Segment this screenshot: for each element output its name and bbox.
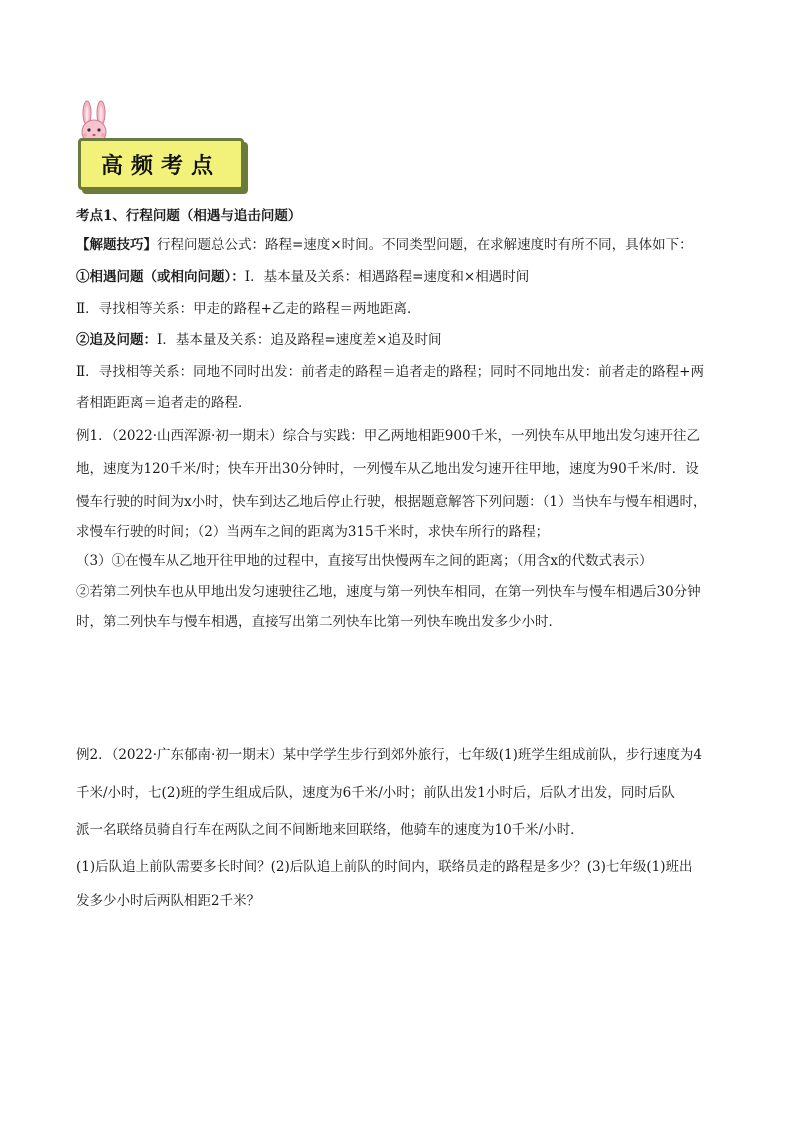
banner-box <box>78 138 244 190</box>
example1-line: 时，第二列快车与慢车相遇，直接写出第二列快车比第一列快车晚出发多少小时． <box>76 614 562 630</box>
tip-line <box>76 236 693 254</box>
chase-line-3: 者相距距离＝追者走的路程． <box>76 395 252 411</box>
section-banner <box>70 100 245 192</box>
tip-text: 行程问题总公式：路程=速度×时间。不同类型问题，在求解速度时有所不同，具体如下： <box>157 237 693 253</box>
chase-line <box>76 331 441 349</box>
example2-line: 发多少小时后两队相距2千米？ <box>76 893 261 909</box>
chase-line-2: Ⅱ．寻找相等关系：同地不同时出发：前者走的路程＝追者走的路程；同时不同地出发：前者走的路程+两 <box>76 364 704 380</box>
meet-text: Ⅰ．基本量及关系：相遇路程=速度和×相遇时间 <box>244 269 530 285</box>
example1-line: ②若第二列快车也从甲地出发匀速驶往乙地，速度与第一列快车相同，在第一列快车与慢车相遇后30分钟 <box>76 584 701 600</box>
section-heading: 考点1、行程问题（相遇与追击问题） <box>76 208 302 224</box>
example1-line: 慢车行驶的时间为x小时，快车到达乙地后停止行驶，根据题意解答下列问题：（1）当快车与慢车相遇时， <box>76 494 707 510</box>
banner-title: 高频考点 <box>100 153 221 179</box>
meet-line-2: Ⅱ．寻找相等关系：甲走的路程+乙走的路程＝两地距离． <box>76 301 421 317</box>
tip-label: 【解题技巧】 <box>76 237 157 253</box>
example2-line: 千米/小时，七(2)班的学生组成后队，速度为6千米/小时；前队出发1小时后，后队才出发，同时后队 <box>76 785 675 801</box>
example1-line: （3）①在慢车从乙地开往甲地的过程中，直接写出快慢两车之间的距离；（用含x的代数式表示） <box>76 553 653 569</box>
example1-line: 例1．（2022·山西浑源·初一期末）综合与实践：甲乙两地相距900千米，一列快车从甲地出发匀速开往乙 <box>76 428 701 444</box>
example2-line: 例2．（2022·广东郁南·初一期末）某中学学生步行到郊外旅行，七年级(1)班学生组成前队，步行速度为4 <box>76 747 702 763</box>
example2-line: 派一名联络员骑自行车在两队之间不间断地来回联络，他骑车的速度为10千米/小时． <box>76 822 584 838</box>
example2-line: (1)后队追上前队需要多长时间？(2)后队追上前队的时间内，联络员走的路程是多少？(3)七年级(1)班出 <box>76 859 693 875</box>
meet-label: ①相遇问题（或相向问题）： <box>76 269 245 285</box>
chase-text: Ⅰ．基本量及关系：追及路程=速度差×追及时间 <box>157 332 442 348</box>
meet-line <box>76 268 529 286</box>
example1-line: 求慢车行驶的时间；（2）当两车之间的距离为315千米时，求快车所行的路程； <box>76 524 550 540</box>
example1-line: 地，速度为120千米/时；快车开出30分钟时，一列慢车从乙地出发匀速开往甲地，速度为90千米/时．设 <box>76 461 699 477</box>
chase-label: ②追及问题： <box>76 332 157 348</box>
